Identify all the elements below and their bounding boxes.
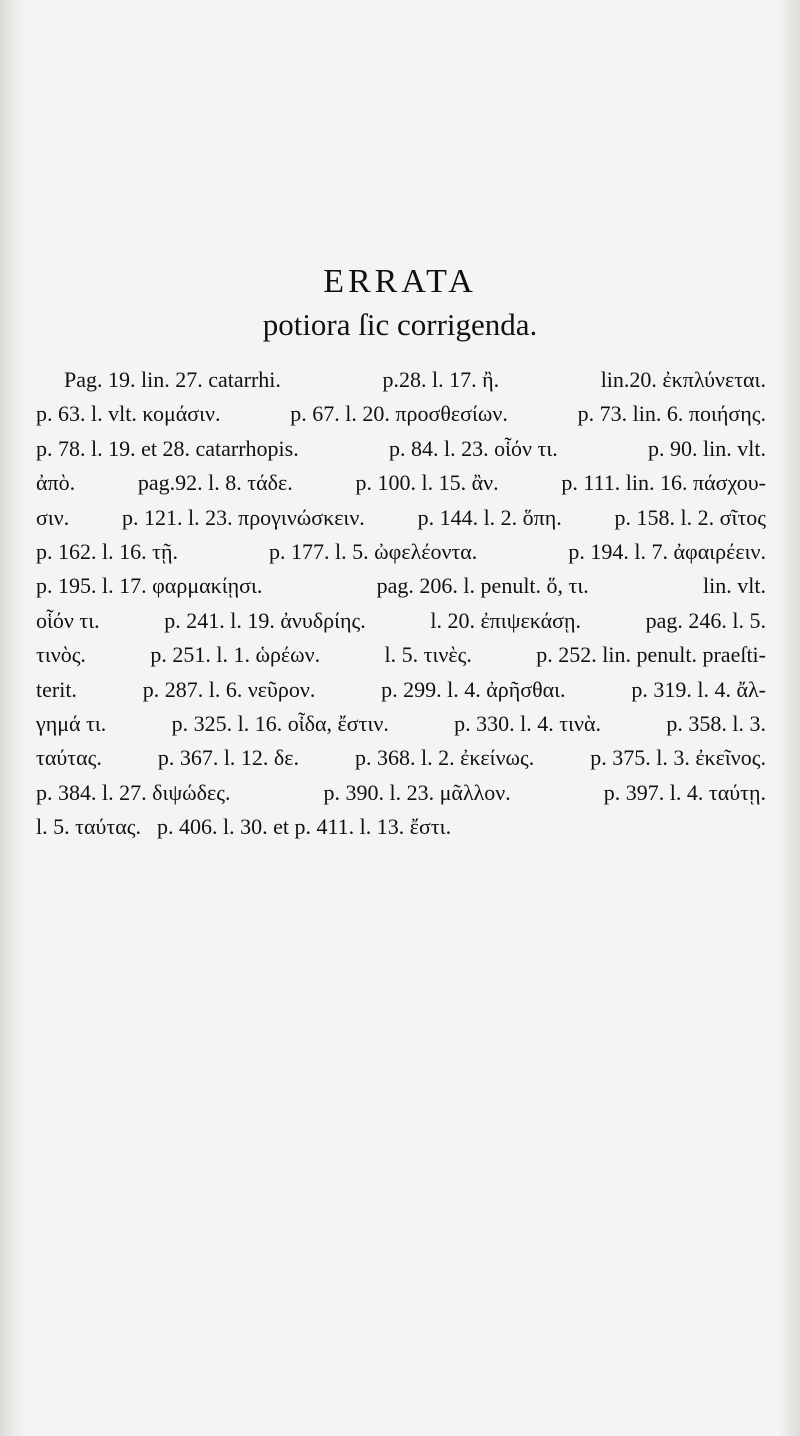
errata-line	[36, 814, 766, 848]
errata-entry: p. 144. l. 2. ὅπη.	[417, 504, 562, 530]
errata-line	[36, 539, 766, 573]
errata-entry: p. 177. l. 5. ὠφελέοντα.	[269, 538, 478, 564]
errata-entry: pag. 246. l. 5.	[645, 607, 766, 633]
errata-entry: ταύτας.	[36, 745, 102, 771]
errata-entry: p. 287. l. 6. νεῦρον.	[142, 676, 316, 702]
errata-entry: pag. 206. l. penult. ὅ, τι.	[376, 573, 589, 599]
errata-entry: ἀπὸ.	[36, 470, 76, 496]
errata-line	[36, 470, 766, 504]
errata-line	[36, 608, 766, 642]
errata-line	[36, 642, 766, 676]
errata-entry: p. 325. l. 16. οἶδα, ἔστιν.	[171, 710, 389, 736]
errata-line	[36, 745, 766, 779]
errata-entry: p. 111. lin. 16. πάσχου-	[561, 470, 766, 496]
errata-entry: p. 84. l. 23. οἷόν τι.	[389, 435, 558, 461]
errata-line	[36, 677, 766, 711]
errata-entry: p. 367. l. 12. δε.	[157, 745, 300, 771]
errata-entry: p. 397. l. 4. ταύτῃ.	[603, 779, 766, 805]
errata-entry: γημά τι.	[36, 710, 107, 736]
errata-entry: p. 406. l. 30. et p. 411. l. 13. ἔστι.	[156, 814, 452, 840]
errata-line	[36, 401, 766, 435]
errata-entry: p. 330. l. 4. τινὰ.	[454, 710, 602, 736]
errata-title: ERRATA	[323, 263, 477, 300]
errata-entry: l. 5. τινὲς.	[384, 642, 472, 668]
errata-entry: p. 63. l. vlt. κομάσιν.	[36, 401, 221, 427]
errata-entry: l. 5. ταύτας.	[36, 814, 141, 840]
errata-line	[36, 780, 766, 814]
errata-entry: p. 194. l. 7. ἀφαιρέειν.	[568, 538, 766, 564]
errata-entry: p. 358. l. 3.	[666, 710, 766, 736]
errata-entry: terit.	[36, 676, 77, 702]
errata-entry: p. 319. l. 4. ἄλ-	[631, 676, 766, 702]
errata-entry: p. 384. l. 27. διψώδες.	[36, 779, 231, 805]
errata-entry: l. 20. ἐπιψεκάσῃ.	[430, 607, 581, 633]
errata-subtitle: potiora ſic corrigenda.	[262, 307, 538, 342]
errata-line	[36, 367, 766, 401]
errata-entry: p. 121. l. 23. προγινώσκειν.	[121, 504, 365, 530]
errata-line	[36, 505, 766, 539]
errata-entry: p. 73. lin. 6. ποιήσης.	[577, 401, 766, 427]
errata-entry: τινὸς.	[36, 642, 86, 668]
errata-entry: Pag. 19. lin. 27. catarrhi.	[64, 367, 281, 392]
errata-entry: pag.92. l. 8. τάδε.	[137, 470, 293, 496]
errata-list	[36, 367, 766, 848]
errata-entry: p. 375. l. 3. ἐκεῖνος.	[590, 745, 766, 771]
errata-entry: p. 390. l. 23. μᾶλλον.	[323, 779, 511, 805]
errata-entry: p. 90. lin. vlt.	[648, 435, 766, 461]
errata-entry: p. 162. l. 16. τῇ.	[36, 538, 178, 564]
errata-entry: p. 299. l. 4. ἀρῆσθαι.	[381, 676, 566, 702]
page-edge-shadow-left	[0, 0, 26, 1436]
errata-entry: οἷόν τι.	[36, 607, 100, 633]
errata-entry: p. 252. lin. penult. praeſti-	[536, 642, 766, 668]
errata-entry: lin. vlt.	[703, 573, 766, 599]
errata-entry: p. 251. l. 1. ὡρέων.	[150, 642, 321, 668]
errata-entry: p. 368. l. 2. ἐκείνως.	[355, 745, 535, 771]
errata-line	[36, 711, 766, 745]
errata-entry: p. 195. l. 17. φαρμακίῃσι.	[36, 573, 263, 599]
errata-entry: p. 100. l. 15. ἂν.	[355, 470, 499, 496]
errata-entry: σιν.	[36, 504, 70, 530]
errata-entry: p. 67. l. 20. προσθεσίων.	[290, 401, 508, 427]
errata-entry: p. 78. l. 19. et 28. catarrhopis.	[36, 435, 299, 461]
errata-line	[36, 436, 766, 470]
errata-entry: p. 158. l. 2. σῖτος	[614, 504, 766, 530]
errata-entry: p.28. l. 17. ἢ.	[382, 367, 500, 392]
errata-entry: lin.20. ἐκπλύνεται.	[600, 367, 766, 392]
page-edge-shadow-right	[778, 0, 800, 1436]
errata-line	[36, 573, 766, 607]
errata-entry: p. 241. l. 19. ἀνυδρίης.	[164, 607, 366, 633]
